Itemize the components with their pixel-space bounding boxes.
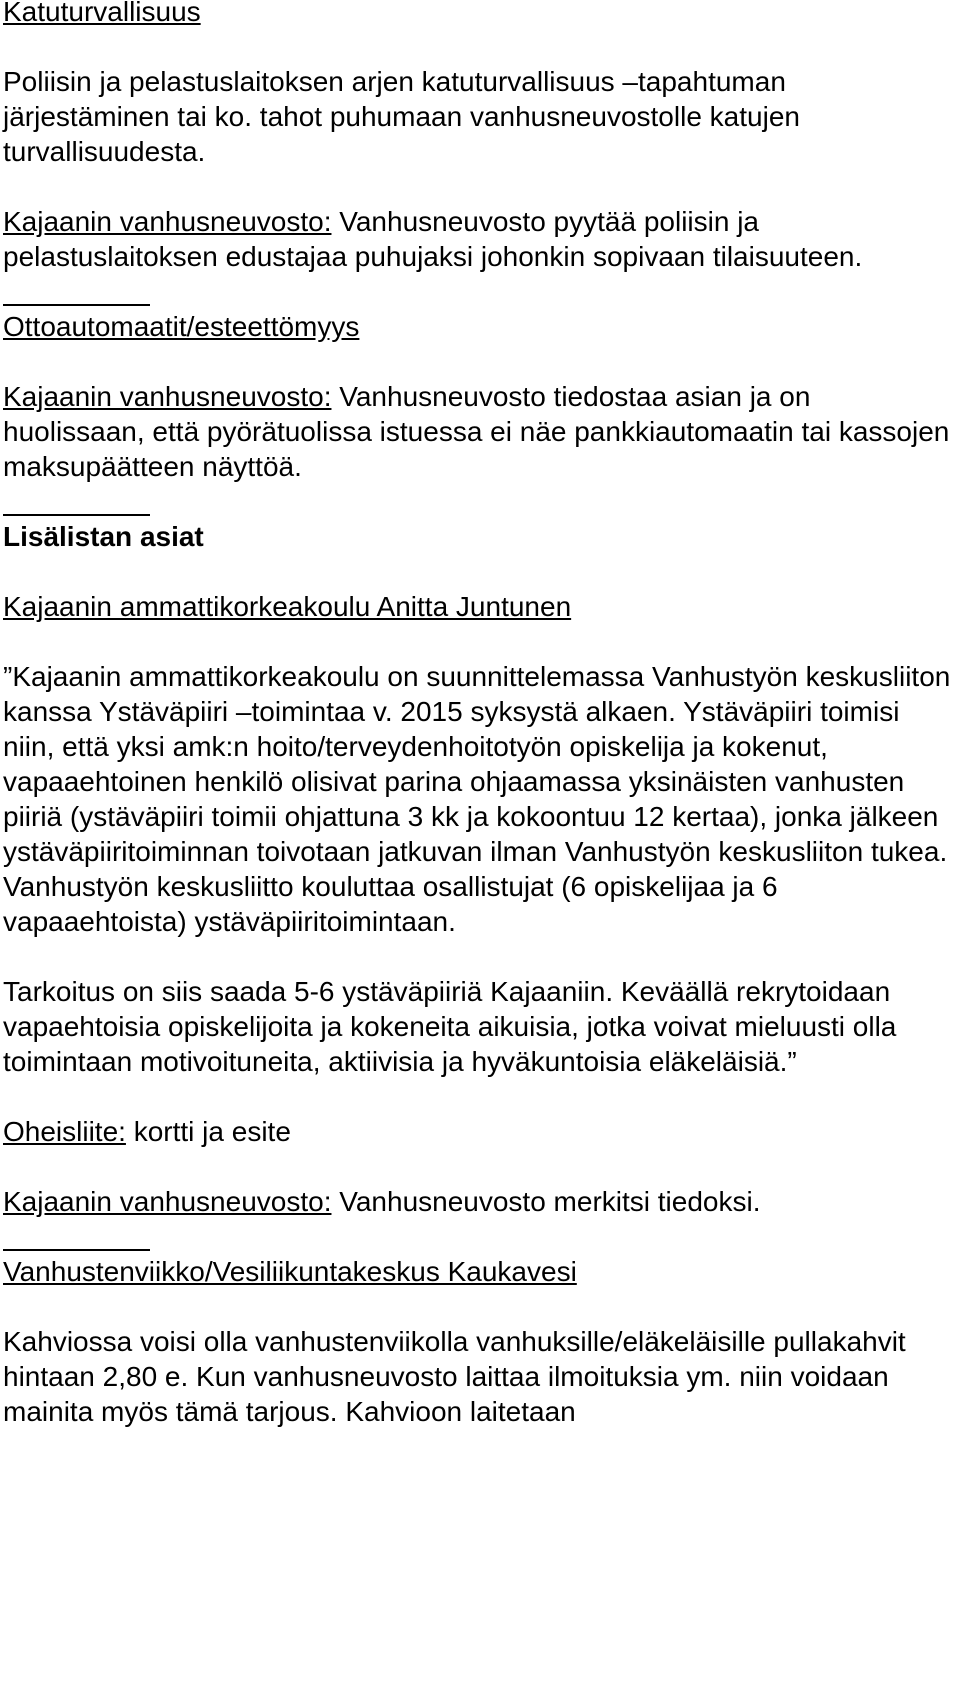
document-page	[3, 0, 955, 1429]
section-divider	[3, 514, 150, 516]
attachment-text: kortti ja esite	[125, 1116, 291, 1147]
section-body: Kahviossa voisi olla vanhustenviikolla vanhuksille/eläkeläisille pullakahvit hintaan 2,80 e. Kun vanhusneuvosto laittaa ilmoituksia ym. niin voidaan mainita myös tämä tarjous. Kahvioon laitetaan	[3, 1326, 906, 1427]
decision-label: Kajaanin vanhusneuvosto:	[3, 381, 332, 412]
section-divider	[3, 1249, 150, 1251]
attachment-paragraph	[3, 1114, 955, 1149]
decision-paragraph	[3, 379, 955, 484]
decision-text: Vanhusneuvosto merkitsi tiedoksi.	[331, 1186, 761, 1217]
decision-label: Kajaanin vanhusneuvosto:	[3, 206, 332, 237]
attachment-label: Oheisliite:	[3, 1116, 126, 1147]
section-body: Poliisin ja pelastuslaitoksen arjen katuturvallisuus –tapahtuman järjestäminen tai ko. tahot puhumaan vanhusneuvostolle katujen turvallisuudesta.	[3, 66, 800, 167]
section-divider	[3, 304, 150, 306]
decision-text: Vanhusneuvosto tiedostaa asian ja on huolissaan, että pyörätuolissa istuessa ei näe pankkiautomaatin tai kassojen maksupäätteen näyttöä.	[3, 381, 950, 482]
quote-paragraph-1: ”Kajaanin ammattikorkeakoulu on suunnittelemassa Vanhustyön keskusliiton kanssa Ystäväpiiri –toimintaa v. 2015 syksystä alkaen. Ystäväpiiri toimisi niin, että yksi amk:n hoito/terveydenhoitotyön opiskelija ja kokenut, vapaaehtoinen henkilö olisivat parina ohjaamassa yksinäisten vanhusten piiriä (ystäväpiiri toimii ohjattuna 3 kk ja kokoontuu 12 kertaa), jonka jälkeen ystäväpiiritoiminnan toivotaan jatkuvan ilman Vanhustyön keskusliiton tukea. Vanhustyön keskusliitto kouluttaa osallistujat (6 opiskelijaa ja 6 vapaaehtoista) ystäväpiiritoimintaan.	[3, 661, 951, 937]
decision-text: Vanhusneuvosto pyytää poliisin ja pelastuslaitoksen edustajaa puhujaksi johonkin sopivaan tilaisuuteen.	[3, 206, 863, 272]
section-title-vanhustenviikko: Vanhustenviikko/Vesiliikuntakeskus Kaukavesi	[3, 1256, 577, 1287]
quote-paragraph-2: Tarkoitus on siis saada 5-6 ystäväpiiriä Kajaaniin. Keväällä rekrytoidaan vapaehtoisia opiskelijoita ja kokeneita aikuisia, jotka voivat mieluusti olla toimintaan motivoituneita, aktiivisia ja hyväkuntoisia eläkeläisiä.”	[3, 976, 897, 1077]
section-title-katuturvallisuus: Katuturvallisuus	[3, 0, 201, 27]
decision-paragraph	[3, 204, 955, 274]
section-title-kamk: Kajaanin ammattikorkeakoulu Anitta Juntunen	[3, 591, 572, 622]
decision-paragraph	[3, 1184, 955, 1219]
section-title-ottoautomaatit: Ottoautomaatit/esteettömyys	[3, 311, 360, 342]
decision-label: Kajaanin vanhusneuvosto:	[3, 1186, 332, 1217]
section-heading-lisalistan-asiat: Lisälistan asiat	[3, 521, 204, 552]
